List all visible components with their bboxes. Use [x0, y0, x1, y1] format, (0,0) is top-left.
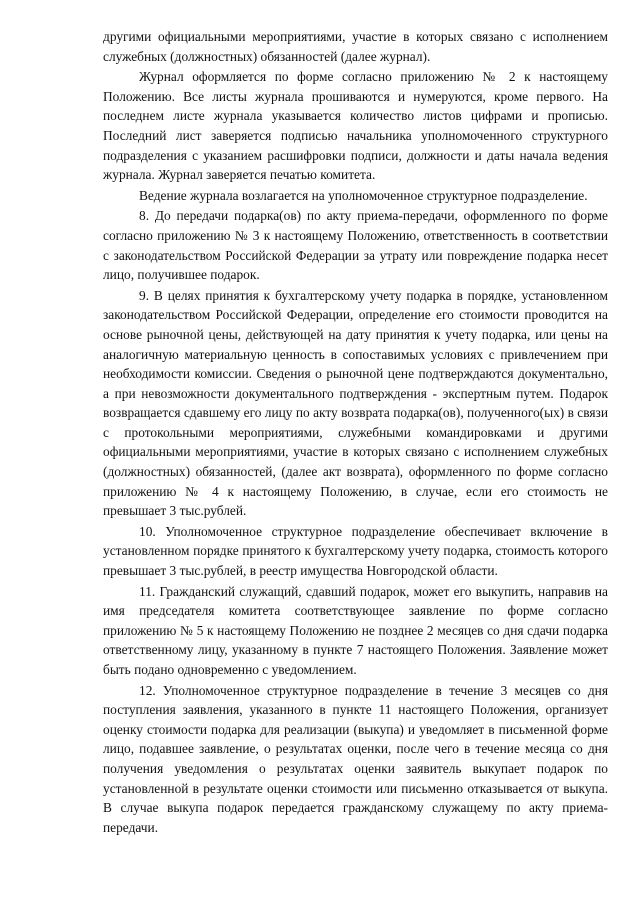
- paragraph-item-8: 8. До передачи подарка(ов) по акту приема-передачи, оформленного по форме согласно приложению № 3 к настоящему Положению, ответственность в соответствии с законодательством Российской Федерации за утрату или повреждение подарка несет лицо, получившее подарок.: [103, 208, 608, 283]
- paragraph-item-9: 9. В целях принятия к бухгалтерскому учету подарка в порядке, установленном законодательством Российской Федерации, определение его стоимости проводится на основе рыночной цены, действующей на дату принятия к учету подарка, или цены на аналогичную материальную ценность в сопоставимых условиях с привлечением при необходимости комиссии. Сведения о рыночной цене подтверждаются документально, а при невозможности документального подтверждения - экспертным путем. Подарок возвращается сдавшему его лицу по акту возврата подарка(ов), полученного(ых) в связи с протокольными мероприятиями, служебными командировками и другими официальными мероприятиями, участие в которых связано с исполнением служебных (должностных) обязанностей, (далее акт возврата), оформленного по форме согласно приложению № 4 к настоящему Положению, в случае, если его стоимость не превышает 3 тыс.рублей.: [103, 287, 608, 519]
- paragraph-item-10: 10. Уполномоченное структурное подразделение обеспечивает включение в установленном порядке принятого к бухгалтерскому учету подарка, стоимость которого превышает 3 тыс.рублей, в реестр имущества Новгородской области.: [103, 523, 608, 579]
- paragraph-continuation: другими официальными мероприятиями, участие в которых связано с исполнением служебных (должностных) обязанностей (далее журнал).: [103, 29, 608, 64]
- paragraph-item-11: 11. Гражданский служащий, сдавший подарок, может его выкупить, направив на имя председателя комитета соответствующее заявление по форме согласно приложению № 5 к настоящему Положению не позднее 2 месяцев со дня сдачи подарка ответственному лицу, указанному в пункте 7 настоящего Положения. Заявление может быть подано одновременно с уведомлением.: [103, 583, 608, 677]
- paragraph-journal-form: Журнал оформляется по форме согласно приложению № 2 к настоящему Положению. Все листы журнала прошиваются и нумеруются, кроме первого. На последнем листе журнала указывается количество листов цифрами и прописью. Последний лист заверяется подписью начальника уполномоченного структурного подразделения с указанием расшифровки подписи, должности и даты начала ведения журнала. Журнал заверяется печатью комитета.: [103, 69, 608, 183]
- paragraph-journal-keeping: Ведение журнала возлагается на уполномоченное структурное подразделение.: [139, 187, 588, 203]
- paragraph-item-12: 12. Уполномоченное структурное подразделение в течение 3 месяцев со дня поступления заявления, указанного в пункте 11 настоящего Положения, организует оценку стоимости подарка для реализации (выкупа) и уведомляет в письменной форме лицо, подавшее заявление, о результатах оценки, после чего в течение месяца со дня получения уведомления о результатах оценки заявитель выкупает подарок по установленной в результате оценки стоимости или письменно отказывается от выкупа. В случае выкупа подарок передается гражданскому служащему по акту приема-передачи.: [103, 682, 608, 835]
